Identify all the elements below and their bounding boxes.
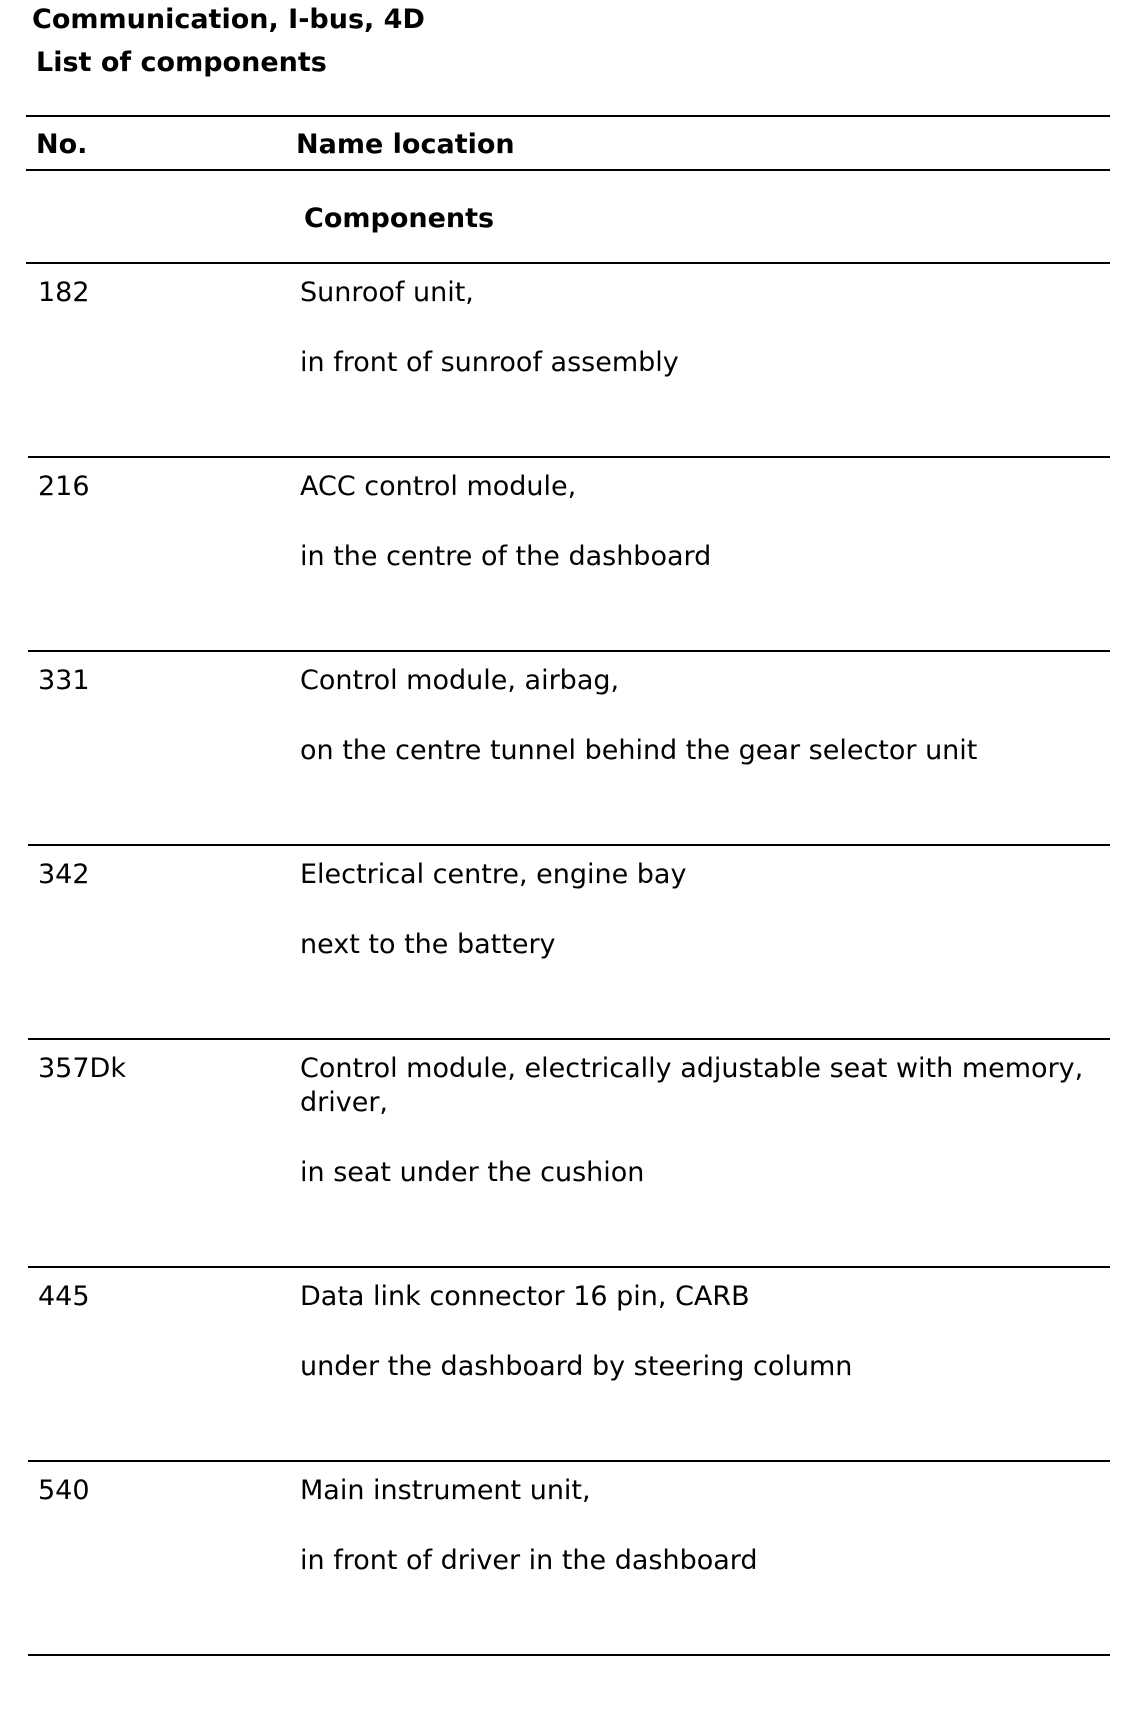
column-header-name-location: Name location xyxy=(296,129,515,160)
component-location: under the dashboard by steering column xyxy=(300,1351,853,1382)
header-bottom-rule xyxy=(26,169,1110,171)
table-row xyxy=(26,846,1110,1038)
component-location: next to the battery xyxy=(300,929,556,960)
document-title: Communication, I-bus, 4D xyxy=(32,4,425,35)
component-name: Control module, electrically adjustable seat with memory, driver, xyxy=(300,1053,1084,1118)
component-number: 182 xyxy=(38,277,90,308)
table-row xyxy=(26,1462,1110,1654)
table-row xyxy=(26,652,1110,844)
component-name: Data link connector 16 pin, CARB xyxy=(300,1281,750,1312)
column-header-no: No. xyxy=(36,129,88,160)
component-name: Control module, airbag, xyxy=(300,665,620,696)
component-name: ACC control module, xyxy=(300,471,577,502)
section-heading: Components xyxy=(304,203,495,234)
component-location: in front of driver in the dashboard xyxy=(300,1545,758,1576)
component-location: in the centre of the dashboard xyxy=(300,541,712,572)
component-location: on the centre tunnel behind the gear selector unit xyxy=(300,735,978,766)
component-number: 540 xyxy=(38,1475,90,1506)
component-name: Sunroof unit, xyxy=(300,277,474,308)
component-location: in front of sunroof assembly xyxy=(300,347,679,378)
table-row xyxy=(26,264,1110,456)
table-row xyxy=(26,1268,1110,1460)
component-number: 357Dk xyxy=(38,1053,126,1084)
table-row xyxy=(26,1040,1110,1266)
table-bottom-rule xyxy=(28,1654,1110,1656)
component-name: Main instrument unit, xyxy=(300,1475,591,1506)
document-subtitle: List of components xyxy=(36,47,327,78)
component-number: 331 xyxy=(38,665,90,696)
component-name: Electrical centre, engine bay xyxy=(300,859,687,890)
table-header-row xyxy=(26,116,1110,171)
component-number: 342 xyxy=(38,859,90,890)
table-row xyxy=(26,458,1110,650)
component-location: in seat under the cushion xyxy=(300,1157,645,1188)
component-number: 216 xyxy=(38,471,90,502)
component-number: 445 xyxy=(38,1281,90,1312)
